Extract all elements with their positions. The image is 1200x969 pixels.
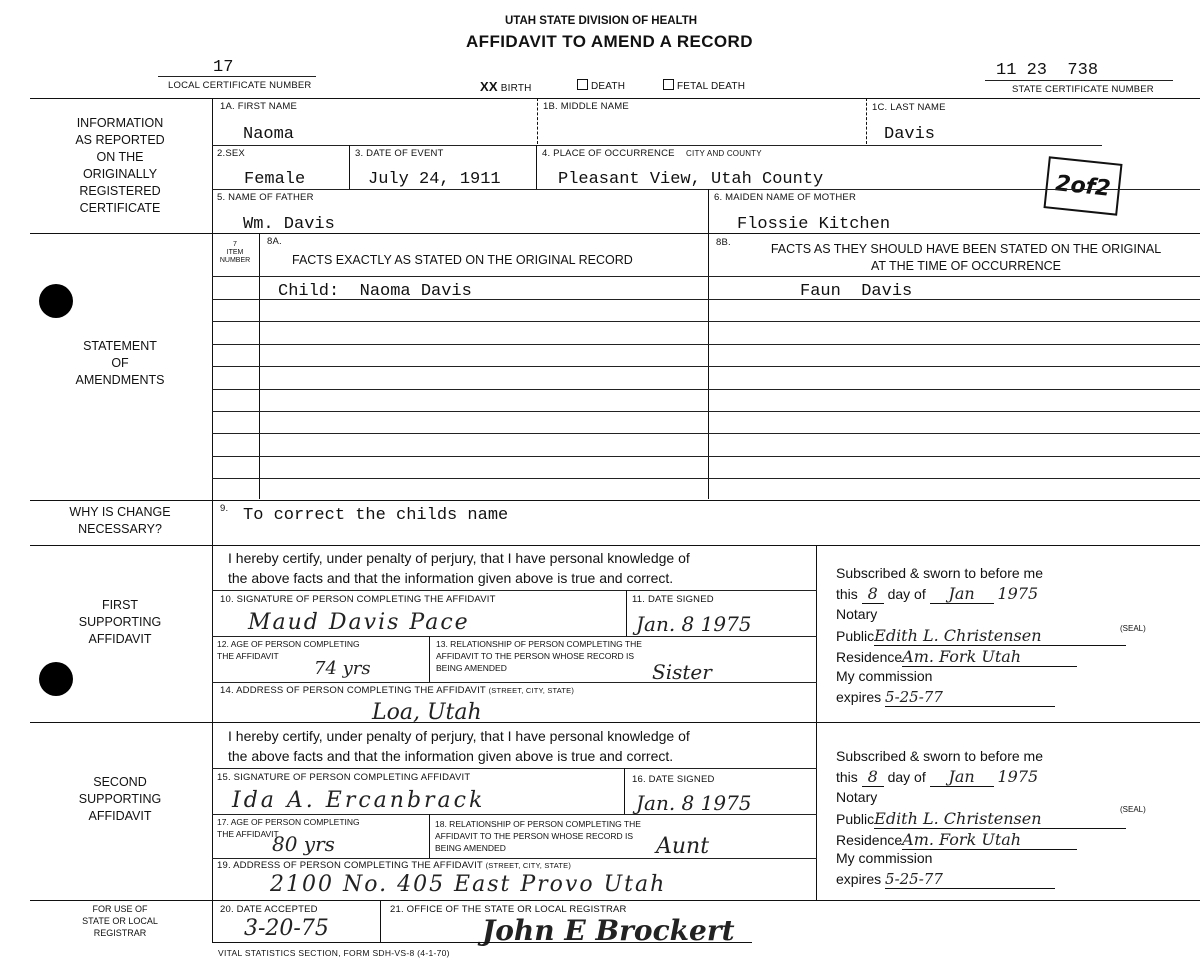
affidavit1-address: Loa, Utah: [372, 700, 482, 725]
notary2-month: Jan: [930, 767, 994, 787]
affidavit1-age: 74 yrs: [314, 658, 371, 679]
affidavit2-date: Jan. 8 1975: [636, 791, 752, 815]
registrar-office-label: 21. OFFICE OF THE STATE OR LOCAL REGISTRAR: [390, 904, 627, 915]
affidavit2-sig-label: 15. SIGNATURE OF PERSON COMPLETING AFFIDAVIT: [217, 772, 471, 783]
notary2-date-line: this 8 day of Jan 1975: [836, 767, 1039, 786]
notary1-seal: (SEAL): [1120, 624, 1146, 633]
place-label: 4. PLACE OF OCCURRENCE CITY AND COUNTY: [542, 148, 762, 159]
col-8b-num: 8B.: [716, 237, 731, 248]
notary2-residence-value: Am. Fork Utah: [902, 830, 1077, 850]
section-first-affidavit: FIRST SUPPORTING AFFIDAVIT: [78, 598, 162, 646]
affidavit1-date: Jan. 8 1975: [636, 612, 752, 636]
affidavit2-cert-line1: I hereby certify, under penalty of perjury, that I have personal knowledge of: [228, 728, 690, 744]
section-registrar: FOR USE OF STATE OR LOCAL REGISTRAR: [82, 904, 158, 938]
notary2-day: 8: [862, 767, 884, 787]
section-amendments: STATEMENT OF AMENDMENTS: [75, 339, 165, 387]
death-checkbox: [577, 79, 588, 90]
affidavit2-date-label: 16. DATE SIGNED: [632, 774, 715, 785]
notary2-residence-line: ResidenceAm. Fork Utah: [836, 830, 1077, 850]
notary1-month: Jan: [930, 584, 994, 604]
notary2-expires-line: expires 5-25-77: [836, 870, 1055, 889]
record-type-fetal-death: FETAL DEATH: [663, 79, 745, 92]
affidavit2-rel-label: 18. RELATIONSHIP OF PERSON COMPLETING THE AFFIDAVIT TO THE PERSON WHOSE RECORD IS BEING AMENDED: [435, 819, 641, 853]
affidavit2-addr-label: 19. ADDRESS OF PERSON COMPLETING THE AFFIDAVIT (STREET, CITY, STATE): [217, 860, 572, 871]
local-certificate-label: LOCAL CERTIFICATE NUMBER: [168, 80, 312, 91]
date-accepted-label: 20. DATE ACCEPTED: [220, 904, 318, 915]
father-value: Wm. Davis: [243, 215, 335, 234]
first-name-value: Naoma: [243, 125, 295, 144]
registrar-signature: John E Brockert: [482, 914, 735, 947]
notary2-notary-label: Notary: [836, 789, 878, 805]
col-8a-num: 8A.: [267, 236, 282, 247]
why-value: To correct the childs name: [243, 506, 509, 525]
affidavit2-address: 2100 No. 405 East Provo Utah: [270, 872, 667, 897]
notary1-day: 8: [862, 584, 884, 604]
affidavit1-age-label: 12. AGE OF PERSON COMPLETING THE AFFIDAVIT: [217, 639, 360, 661]
affidavit1-cert-line1: I hereby certify, under penalty of perjury, that I have personal knowledge of: [228, 550, 690, 566]
notary1-expires-value: 5-25-77: [885, 688, 1055, 707]
last-name-value: Davis: [884, 125, 936, 144]
notary2-seal: (SEAL): [1120, 805, 1146, 814]
form-title: AFFIDAVIT TO AMEND A RECORD: [466, 32, 753, 51]
place-value: Pleasant View, Utah County: [558, 170, 824, 189]
notary1-public-line: PublicEdith L. Christensen: [836, 626, 1126, 646]
affidavit1-addr-label: 14. ADDRESS OF PERSON COMPLETING THE AFFIDAVIT (STREET, CITY, STATE): [220, 685, 575, 696]
notary2-public-line: PublicEdith L. Christensen: [836, 809, 1126, 829]
notary1-commission: My commission: [836, 668, 933, 684]
record-type-birth: XX BIRTH: [480, 79, 532, 94]
col-8a-title: FACTS EXACTLY AS STATED ON THE ORIGINAL RECORD: [292, 253, 633, 267]
affidavit1-signature: Maud Davis Pace: [248, 610, 470, 635]
date-of-event-label: 3. DATE OF EVENT: [355, 148, 444, 159]
state-certificate-number: 11 23 738: [996, 61, 1099, 80]
notary1-notary-label: Notary: [836, 606, 878, 622]
notary2-public-signature: Edith L. Christensen: [874, 809, 1126, 829]
section-original-info: INFORMATION AS REPORTED ON THE ORIGINALLY REGISTERED CERTIFICATE: [75, 116, 165, 215]
sex-label: 2.SEX: [217, 148, 245, 159]
notary2-commission: My commission: [836, 850, 933, 866]
fetal-death-checkbox: [663, 79, 674, 90]
sex-value: Female: [244, 170, 306, 189]
middle-name-label: 1B. MIDDLE NAME: [543, 101, 629, 112]
notary1-expires-line: expires 5-25-77: [836, 688, 1055, 707]
affidavit2-cert-line2: the above facts and that the information given above is true and correct.: [228, 748, 674, 764]
section-why: WHY IS CHANGE NECESSARY?: [69, 505, 171, 536]
notary2-expires-value: 5-25-77: [885, 870, 1055, 889]
father-label: 5. NAME OF FATHER: [217, 192, 314, 203]
item-number-label: 7 ITEM NUMBER: [219, 241, 251, 264]
notary1-year: 1975: [997, 584, 1039, 603]
form-footer: VITAL STATISTICS SECTION, FORM SDH-VS-8 (4-1-70): [218, 948, 450, 958]
affidavit1-sig-label: 10. SIGNATURE OF PERSON COMPLETING THE AFFIDAVIT: [220, 594, 496, 605]
notary2-year: 1975: [997, 767, 1039, 786]
affidavit2-age: 80 yrs: [272, 832, 335, 856]
page-stamp: 2of2: [1043, 156, 1122, 215]
mother-value: Flossie Kitchen: [737, 215, 891, 234]
local-certificate-number: 17: [213, 58, 234, 77]
affidavit1-cert-line2: the above facts and that the information given above is true and correct.: [228, 570, 674, 586]
notary1-residence-line: ResidenceAm. Fork Utah: [836, 647, 1077, 667]
affidavit1-rel-label: 13. RELATIONSHIP OF PERSON COMPLETING THE AFFIDAVIT TO THE PERSON WHOSE RECORD IS BEING AMENDED: [436, 639, 642, 673]
notary2-subscribed: Subscribed & sworn to before me: [836, 748, 1043, 764]
punch-hole-top: [39, 284, 73, 318]
state-certificate-label: STATE CERTIFICATE NUMBER: [1012, 84, 1154, 95]
agency-name: UTAH STATE DIVISION OF HEALTH: [505, 15, 698, 27]
affidavit1-date-label: 11. DATE SIGNED: [632, 594, 714, 605]
notary1-residence-value: Am. Fork Utah: [902, 647, 1077, 667]
affidavit2-age-label: 17. AGE OF PERSON COMPLETING THE AFFIDAVIT: [217, 817, 360, 839]
record-type-death: DEATH: [577, 79, 625, 92]
first-name-label: 1A. FIRST NAME: [220, 101, 298, 112]
amend-corrected-value: Faun Davis: [800, 282, 913, 301]
notary1-public-signature: Edith L. Christensen: [874, 626, 1126, 646]
mother-label: 6. MAIDEN NAME OF MOTHER: [714, 192, 857, 203]
affidavit2-relationship: Aunt: [656, 834, 710, 859]
amend-original-value: Child: Naoma Davis: [278, 282, 472, 301]
why-num: 9.: [220, 503, 229, 514]
notary1-date-line: this 8 day of Jan 1975: [836, 584, 1039, 603]
birth-checked-mark: XX: [480, 79, 498, 94]
notary1-subscribed: Subscribed & sworn to before me: [836, 565, 1043, 581]
section-second-affidavit: SECOND SUPPORTING AFFIDAVIT: [78, 775, 162, 823]
date-accepted-value: 3-20-75: [244, 916, 329, 941]
affidavit1-relationship: Sister: [652, 660, 712, 684]
last-name-label: 1C. LAST NAME: [872, 102, 946, 113]
affidavit2-signature: Ida A. Ercanbrack: [232, 788, 486, 813]
date-of-event-value: July 24, 1911: [368, 170, 501, 189]
col-8b-title: FACTS AS THEY SHOULD HAVE BEEN STATED ON THE ORIGINAL AT THE TIME OF OCCURRENCE: [770, 242, 1162, 273]
punch-hole-bottom: [39, 662, 73, 696]
